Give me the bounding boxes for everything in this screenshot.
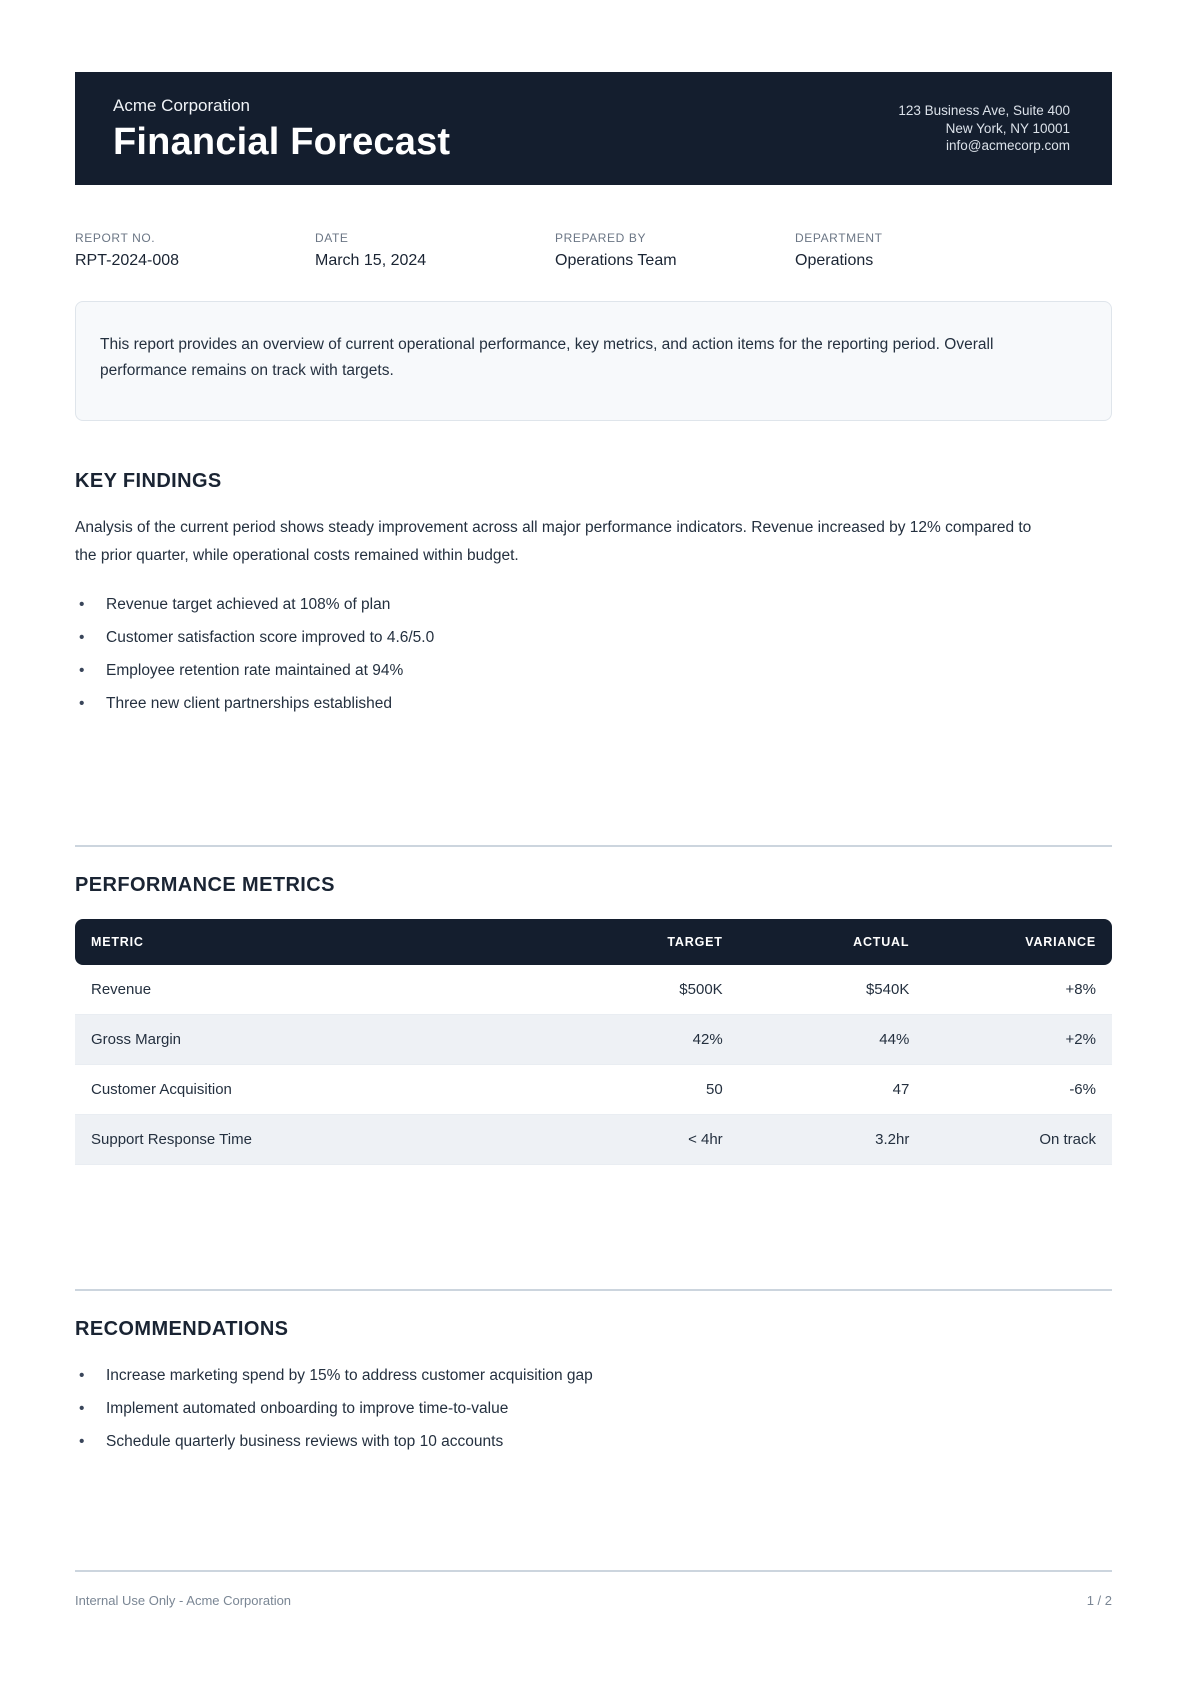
company-name: Acme Corporation <box>113 96 251 115</box>
meta-label: DATE <box>315 231 349 245</box>
cell-variance: On track <box>925 1115 1112 1165</box>
list-item: • Revenue target achieved at 108% of plan <box>75 595 1112 615</box>
key-findings-list <box>75 595 1112 714</box>
meta-value: Operations <box>795 252 874 269</box>
meta-field-report-no <box>75 231 315 270</box>
cell-metric: Customer Acquisition <box>75 1065 552 1115</box>
meta-value: March 15, 2024 <box>315 252 427 269</box>
list-item: • Increase marketing spend by 15% to address customer acquisition gap <box>75 1366 1112 1386</box>
summary-box <box>75 301 1112 421</box>
meta-label: PREPARED BY <box>555 231 647 245</box>
section-performance-metrics <box>75 847 1112 1165</box>
cell-target: 42% <box>552 1015 739 1065</box>
table-row <box>75 1065 1112 1115</box>
company-address <box>898 102 1070 155</box>
cell-target: 50 <box>552 1065 739 1115</box>
cell-actual: 47 <box>739 1065 926 1115</box>
meta-value: RPT-2024-008 <box>75 252 180 269</box>
table-row <box>75 965 1112 1015</box>
address-line: 123 Business Ave, Suite 400 <box>898 103 1070 119</box>
section-recommendations <box>75 1291 1112 1465</box>
report-title: Financial Forecast <box>113 121 451 163</box>
cell-actual: 44% <box>739 1015 926 1065</box>
meta-field-prepared-by <box>555 231 795 270</box>
meta-value: Operations Team <box>555 252 677 269</box>
table-row <box>75 1115 1112 1165</box>
cell-target: < 4hr <box>552 1115 739 1165</box>
column-header-variance: VARIANCE <box>925 919 1112 965</box>
cell-metric: Revenue <box>75 965 552 1015</box>
recommendations-list <box>75 1366 1112 1452</box>
report-meta <box>75 231 1112 270</box>
address-line: info@acmecorp.com <box>946 138 1070 154</box>
list-item: • Schedule quarterly business reviews with top 10 accounts <box>75 1432 1112 1452</box>
metrics-table <box>75 919 1112 1165</box>
footer-note: Internal Use Only - Acme Corporation <box>75 1593 292 1608</box>
performance-metrics-heading: PERFORMANCE METRICS <box>75 874 335 896</box>
cell-metric: Support Response Time <box>75 1115 552 1165</box>
list-item: • Employee retention rate maintained at 94% <box>75 661 1112 681</box>
list-item: • Three new client partnerships established <box>75 694 1112 714</box>
report-header-banner <box>75 72 1112 185</box>
summary-text: This report provides an overview of current operational performance, key metrics, and action items for the reporting period. Overall performance remains on track with targets. <box>100 336 994 379</box>
meta-label: DEPARTMENT <box>795 231 883 245</box>
cell-target: $500K <box>552 965 739 1015</box>
table-row <box>75 1015 1112 1065</box>
key-findings-heading: KEY FINDINGS <box>75 470 222 492</box>
page-footer <box>75 1570 1112 1608</box>
key-findings-intro: Analysis of the current period shows steady improvement across all major performance indicators. Revenue increased by 12% compared to the prior quarter, while operational costs remained within budget. <box>75 519 1032 564</box>
list-item: • Customer satisfaction score improved to 4.6/5.0 <box>75 628 1112 648</box>
cell-actual: 3.2hr <box>739 1115 926 1165</box>
column-header-metric: METRIC <box>75 919 552 965</box>
cell-variance: +2% <box>925 1015 1112 1065</box>
cell-actual: $540K <box>739 965 926 1015</box>
cell-variance: -6% <box>925 1065 1112 1115</box>
column-header-target: TARGET <box>552 919 739 965</box>
banner-left <box>113 96 450 161</box>
meta-field-date <box>315 231 555 270</box>
cell-variance: +8% <box>925 965 1112 1015</box>
cell-metric: Gross Margin <box>75 1015 552 1065</box>
table-header-row <box>75 919 1112 965</box>
page-number: 1 / 2 <box>1086 1593 1112 1608</box>
column-header-actual: ACTUAL <box>739 919 926 965</box>
meta-label: REPORT NO. <box>75 231 156 245</box>
address-line: New York, NY 10001 <box>945 120 1070 136</box>
recommendations-heading: RECOMMENDATIONS <box>75 1318 289 1340</box>
list-item: • Implement automated onboarding to improve time-to-value <box>75 1399 1112 1419</box>
section-key-findings <box>75 470 1112 727</box>
meta-field-department <box>795 231 1112 270</box>
